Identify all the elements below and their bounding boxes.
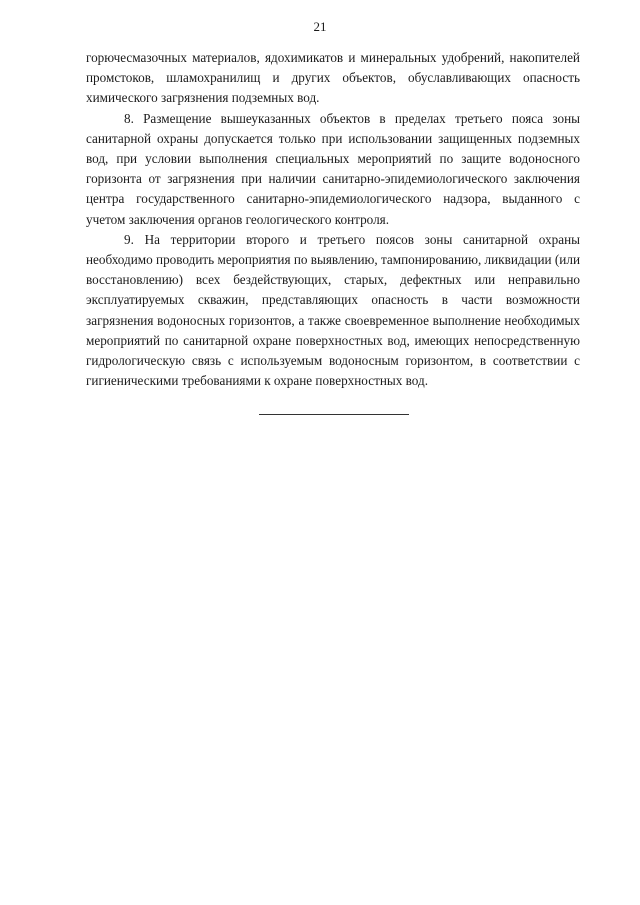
- page-number: 21: [313, 19, 327, 34]
- end-of-text-rule: [259, 414, 409, 415]
- paragraph-continuation: горючесмазочных материалов, ядохимикатов и минеральных удобрений, накопителей промстоков, шламохранилищ и других объектов, обуславливающих опасность химического загрязнения подземных вод.: [86, 50, 580, 106]
- paragraph-item-9: 9. На территории второго и третьего поясов зоны санитарной охраны необходимо проводить мероприятия по выявлению, тампонированию, ликвидации (или восстановлению) всех бездействующих, старых, дефектных или неправильно эксплуатируемых скважин, представляющих опасность в части возможности загрязнения водоносных горизонтов, а также своевременное выполнение необходимых мероприятий по санитарной охране поверхностных вод, имеющих непосредственную гидрологическую связь с используемым водоносным горизонтом, в соответствии с гигиеническими требованиями к охране поверхностных вод.: [86, 231, 580, 389]
- paragraph-item-8: 8. Размещение вышеуказанных объектов в пределах третьего пояса зоны санитарной охраны допускается только при использовании защищенных подземных вод, при условии выполнения специальных мероприятий по защите водоносного горизонта от загрязнения при наличии санитарно-эпидемиологического заключения центра государственного санитарно-эпидемиологического надзора, выданного с учетом заключения органов геологического контроля.: [86, 110, 580, 227]
- document-body: [86, 48, 580, 391]
